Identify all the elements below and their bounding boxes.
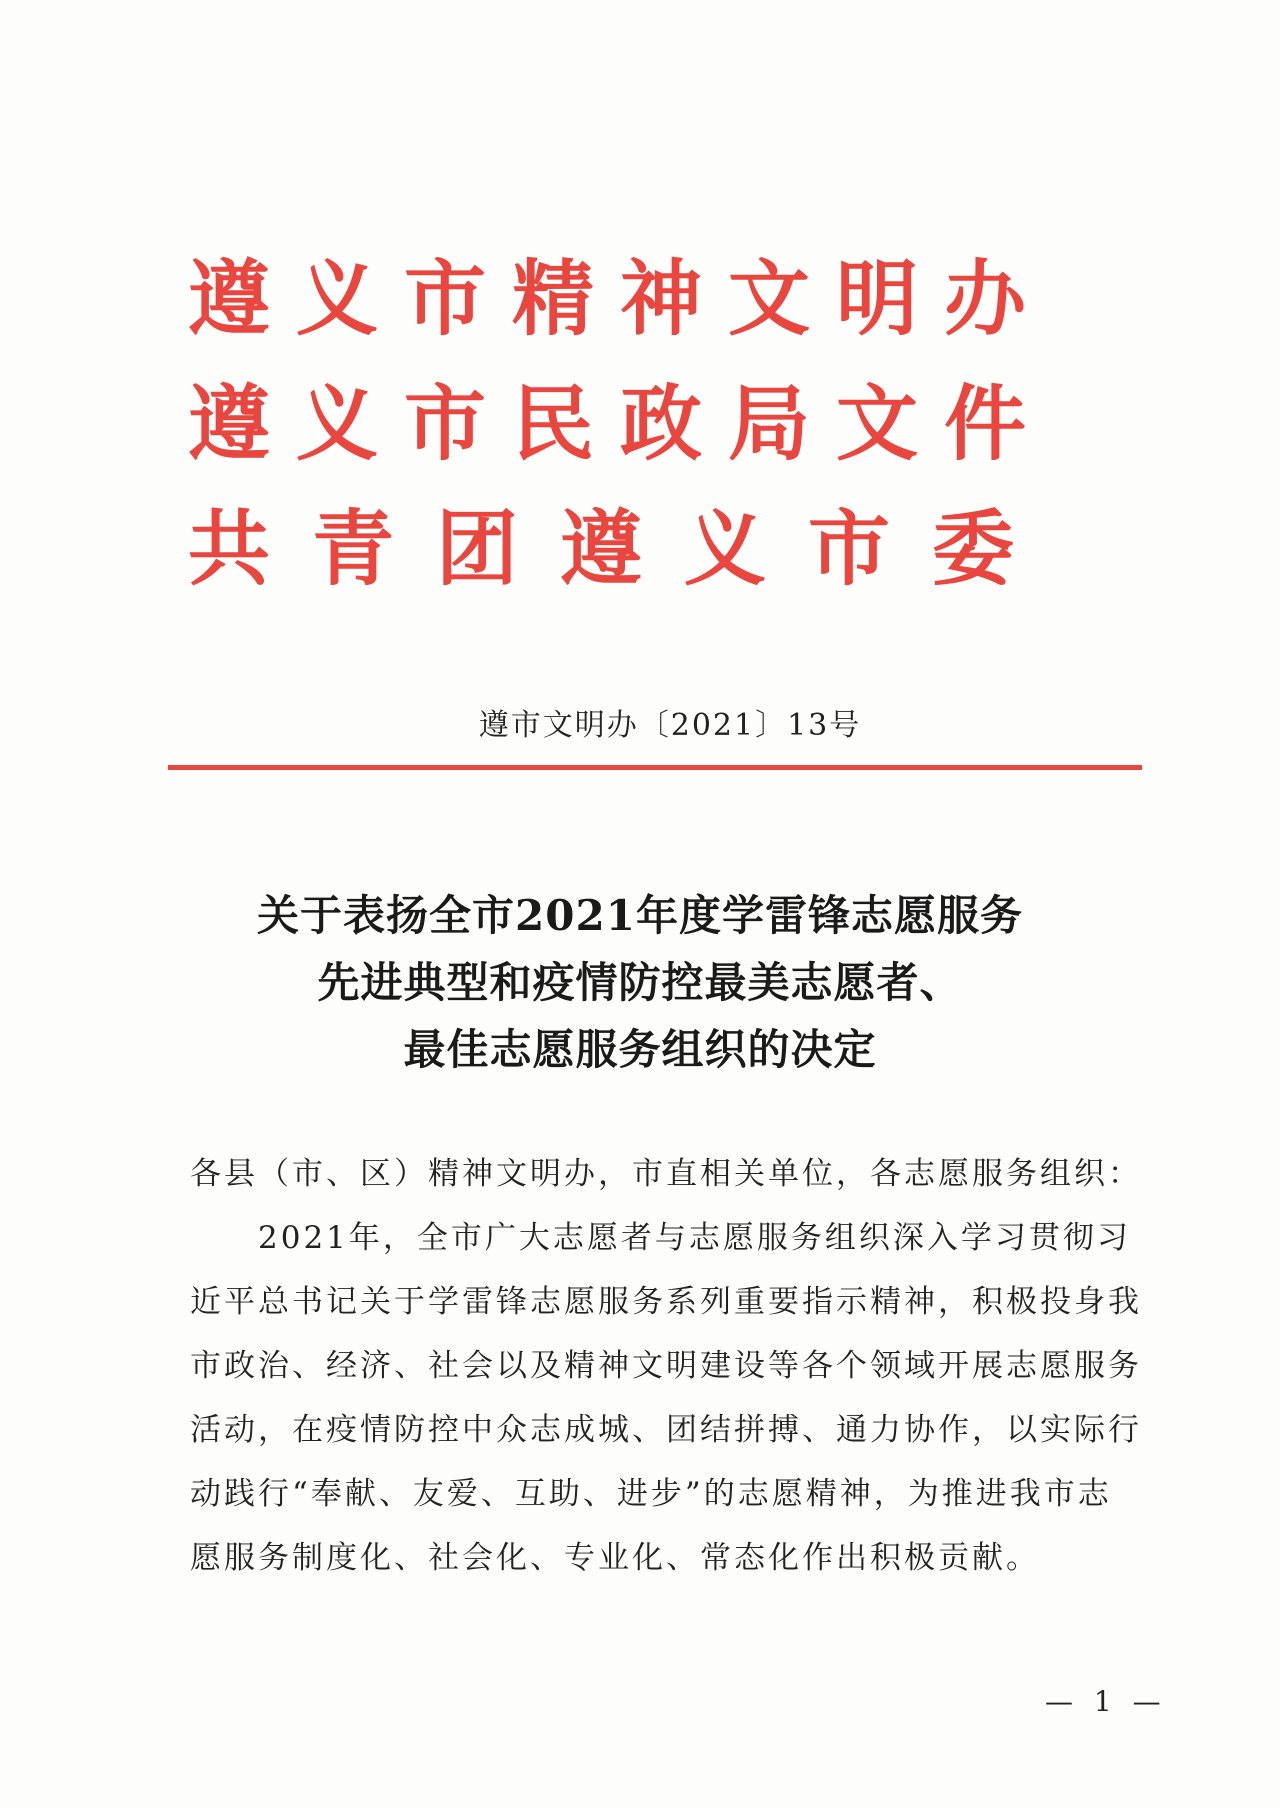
page-number: — 1 — [1045,1685,1167,1718]
body-line: 动践行“奉献、友爱、互助、进步”的志愿精神，为推进我市志 [190,1476,1112,1512]
body-line: 2021年，全市广大志愿者与志愿服务组织深入学习贯彻习 [190,1220,1131,1256]
issuer-line-1 [188,250,1188,350]
salutation: 各县（市、区）精神文明办，市直相关单位，各志愿服务组织： [190,1156,1142,1192]
issuer-line-3 [188,500,1188,600]
body-line: 活动，在疫情防控中众志成城、团结拼搏、通力协作，以实际行 [190,1412,1142,1448]
body-line: 愿服务制度化、社会化、专业化、常态化作出积极贡献。 [190,1540,1040,1576]
red-divider [168,765,1142,770]
issuer-text-2: 遵义市民政局文件 [188,377,1053,472]
issuer-line-2 [188,375,1188,475]
document-number: 遵市文明办〔2021〕13号 [478,708,862,743]
body-line: 市政治、经济、社会以及精神文明建设等各个领域开展志愿服务 [190,1348,1142,1384]
title-line-2: 先进典型和疫情防控最美志愿者、 [317,958,963,1007]
title-line-3: 最佳志愿服务组织的决定 [403,1025,877,1074]
issuer-text-1: 遵义市精神文明办 [188,252,1053,347]
issuer-text-3: 共青团遵义市委 [188,502,1057,597]
title-line-1: 关于表扬全市2021年度学雷锋志愿服务 [257,891,1023,940]
body-line: 近平总书记关于学雷锋志愿服务系列重要指示精神，积极投身我 [190,1284,1142,1320]
